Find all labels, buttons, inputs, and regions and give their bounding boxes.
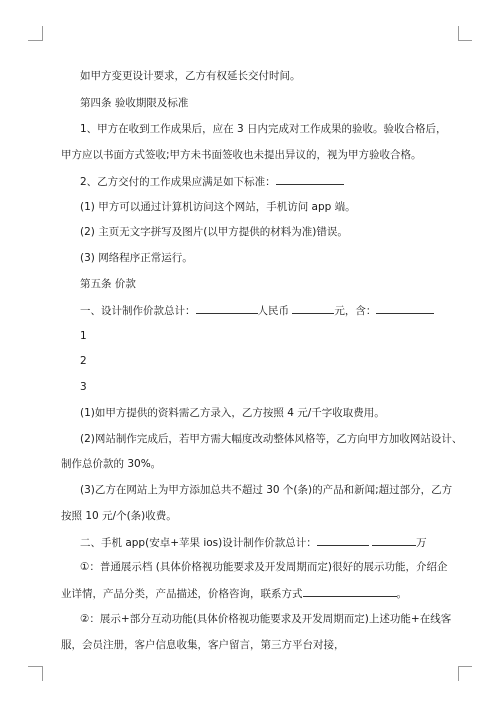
blank-underline <box>372 535 416 546</box>
price-item-number: 3 <box>80 381 87 393</box>
app-price-label: 二、手机 app(安卓+苹果 ios)设计制作价款总计： <box>80 537 317 549</box>
currency-label: 人民币 <box>257 305 289 317</box>
crop-mark-top-left-h <box>28 40 42 41</box>
fee-clause-3-line-1: (3)乙方在网站上为甲方添加总共不超过 30 个(条)的产品和新闻;超过部分，乙方 <box>80 484 453 496</box>
price-item-number: 1 <box>80 330 87 342</box>
crop-mark-bottom-right-h <box>458 666 472 667</box>
crop-mark-bottom-left-h <box>28 666 42 667</box>
crop-mark-top-right-v <box>458 26 459 41</box>
paragraph-delivery-extension: 如甲方变更设计要求，乙方有权延长交付时间。 <box>80 70 301 82</box>
acceptance-clause-1-line-1: 1、甲方在收到工作成果后，应在 3 日内完成对工作成果的验收。验收合格后， <box>80 123 447 135</box>
app-tier-2-line-2: 服，会员注册，客户信息收集，客户留言，第三方平台对接， <box>61 639 345 651</box>
app-price-line <box>80 535 427 550</box>
standard-item-3: (3) 网络程序正常运行。 <box>80 252 193 264</box>
price-item-number: 2 <box>80 355 87 367</box>
price-total-label: 一、设计制作价款总计： <box>80 305 196 317</box>
app-tier-1-line-2 <box>61 586 407 601</box>
blank-underline <box>196 303 258 314</box>
wan-label: 万 <box>416 537 427 549</box>
acceptance-clause-2 <box>80 174 344 189</box>
article-4-heading: 第四条 验收期限及标准 <box>80 97 189 109</box>
crop-mark-top-right-h <box>458 40 472 41</box>
blank-underline <box>276 174 344 185</box>
blank-underline <box>317 535 369 546</box>
price-total-line <box>80 303 434 318</box>
app-tier-1-line-1: ①：普通展示档 (具体价格视功能要求及开发周期而定)很好的展示功能，介绍企 <box>80 561 448 573</box>
fee-clause-2-line-2: 制作总价款的 30%。 <box>61 458 162 470</box>
period: 。 <box>396 588 407 600</box>
standard-item-2: (2) 主页无文字拼写及图片(以甲方提供的材料为准)错误。 <box>80 226 348 238</box>
article-5-heading: 第五条 价款 <box>80 278 136 290</box>
yuan-label: 元，含： <box>334 305 377 317</box>
crop-mark-top-left-v <box>42 26 43 41</box>
acceptance-clause-1-line-2: 甲方应以书面方式签收;甲方未书面签收也未提出异议的，视为甲方验收合格。 <box>61 149 422 161</box>
fee-clause-2-line-1: (2)网站制作完成后，若甲方需大幅度改动整体风格等，乙方向甲方加收网站设计、 <box>80 433 463 445</box>
fee-clause-1: (1)如甲方提供的资料需乙方录入，乙方按照 4 元/千字收取费用。 <box>80 407 385 419</box>
app-tier-1-text: 业详情，产品分类，产品描述，价格咨询，联系方式 <box>61 588 303 600</box>
blank-underline <box>376 303 434 314</box>
blank-underline <box>303 586 397 597</box>
fee-clause-3-line-2: 按照 10 元/个(条)收费。 <box>61 510 177 522</box>
crop-mark-bottom-right-v <box>458 666 459 681</box>
app-tier-2-line-1: ②：展示+部分互动功能(具体价格视功能要求及开发周期而定)上述功能+在线客 <box>80 613 452 625</box>
acceptance-clause-2-text: 2、乙方交付的工作成果应满足如下标准： <box>80 176 276 188</box>
crop-mark-bottom-left-v <box>42 666 43 681</box>
blank-underline <box>292 303 334 314</box>
standard-item-1: (1) 甲方可以通过计算机访问这个网站，手机访问 app 端。 <box>80 201 356 213</box>
